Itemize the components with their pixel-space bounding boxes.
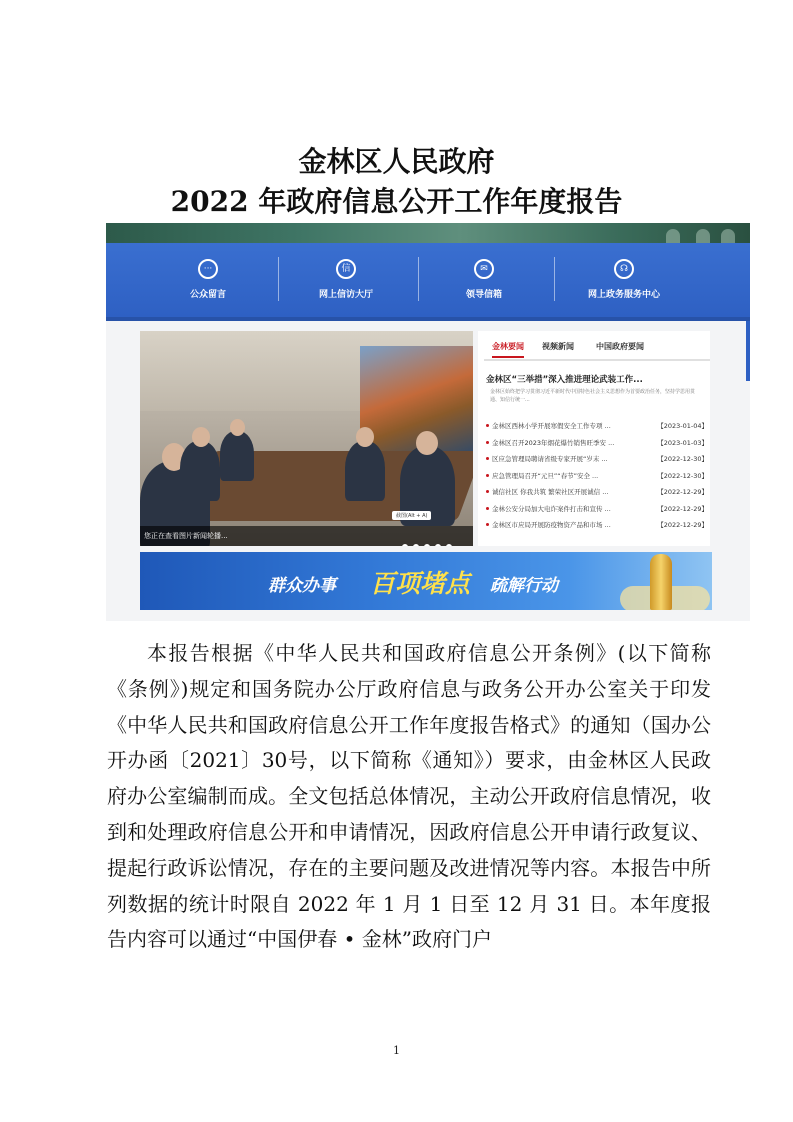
- photo-caption: 您正在查看图片新闻轮播...: [144, 532, 228, 540]
- nav-public-message[interactable]: [148, 243, 268, 317]
- news-summary: 金林区始终把学习贯彻习近平新时代中国特色社会主义思想作为首要政治任务，坚持学思用贯通、知信行统一...: [490, 389, 696, 403]
- nav-leader-mailbox[interactable]: [424, 243, 544, 317]
- letter-icon: 信: [336, 259, 356, 279]
- site-nav: [106, 243, 750, 317]
- website-screenshot: [106, 223, 750, 621]
- report-title-line2: 2022 年政府信息公开工作年度报告: [170, 185, 623, 218]
- tab-jinlin-news[interactable]: 金林要闻: [492, 341, 524, 358]
- page-number: 1: [393, 1044, 400, 1057]
- list-item[interactable]: 金林区召开2023年烟花爆竹销售旺季安 ... 【2023-01-03】: [486, 438, 708, 455]
- news-photo-carousel[interactable]: [140, 331, 473, 546]
- monument-icon: [650, 554, 672, 610]
- slogan-part3: 疏解行动: [490, 576, 558, 596]
- tab-video-news[interactable]: 视频新闻: [542, 342, 574, 351]
- nav-label: 网上信访大厅: [318, 290, 373, 300]
- list-item[interactable]: 诚信社区 你我共筑 繁荣社区开展诚信 ... 【2022-12-29】: [486, 487, 708, 504]
- slogan-banner[interactable]: [140, 552, 712, 610]
- nav-label: 领导信箱: [465, 290, 502, 300]
- site-banner: [106, 223, 750, 243]
- news-panel: [478, 331, 710, 546]
- screenshot-tooltip: 截图(Alt + A): [392, 511, 431, 520]
- report-body: [107, 636, 711, 958]
- headset-icon: ☊: [614, 259, 634, 279]
- nav-label: 网上政务服务中心: [587, 290, 660, 300]
- news-list: [486, 421, 708, 537]
- tab-china-gov-news[interactable]: 中国政府要闻: [596, 342, 644, 351]
- nav-label: 公众留言: [189, 290, 226, 300]
- list-item[interactable]: 应急管理局召开“元旦”“春节”安全 ... 【2022-12-30】: [486, 471, 708, 488]
- news-headline[interactable]: 金林区“三举措”深入推进理论武装工作...: [486, 375, 643, 385]
- slogan-part1: 群众办事: [268, 576, 336, 596]
- message-icon: ···: [198, 259, 218, 279]
- intro-paragraph: 本报告根据《中华人民共和国政府信息公开条例》(以下简称《条例》)规定和国务院办公厅政府信息与政务公开办公室关于印发《中华人民共和国政府信息公开工作年度报告格式》的通知（国办公开办函〔2021〕30号，以下简称《通知》）要求，由金林区人民政府办公室编制而成。全文包括总体情况，主动公开政府信息情况，收到和处理政府信息公开和申请情况，因政府信息公开申请行政复议、提起行政诉讼情况，存在的主要问题及改进情况等内容。本报告中所列数据的统计时限自 2022 年 1 月 1 日至 12 月 31 日。本年度报告内容可以通过“中国伊春 • 金林”政府门户: [107, 641, 711, 952]
- carousel-dots[interactable]: [402, 535, 457, 546]
- list-item[interactable]: 金林公安分局加大电诈案件打击和宣传 ... 【2022-12-29】: [486, 504, 708, 521]
- list-item[interactable]: 区应急管理局聘请省级专家开展“岁末 ... 【2022-12-30】: [486, 454, 708, 471]
- slogan-part2: 百项堵点: [370, 569, 471, 598]
- news-tabs: [484, 341, 710, 361]
- nav-petition-hall[interactable]: [286, 243, 406, 317]
- nav-service-center[interactable]: [564, 243, 684, 317]
- list-item[interactable]: 金林区市应局开展防疫物资产品和市场 ... 【2022-12-29】: [486, 520, 708, 537]
- mailbox-icon: ✉: [474, 259, 494, 279]
- list-item[interactable]: 金林区西林小学开展寒假安全工作专项 ... 【2023-01-04】: [486, 421, 708, 438]
- report-title-line1: 金林区人民政府: [298, 145, 495, 178]
